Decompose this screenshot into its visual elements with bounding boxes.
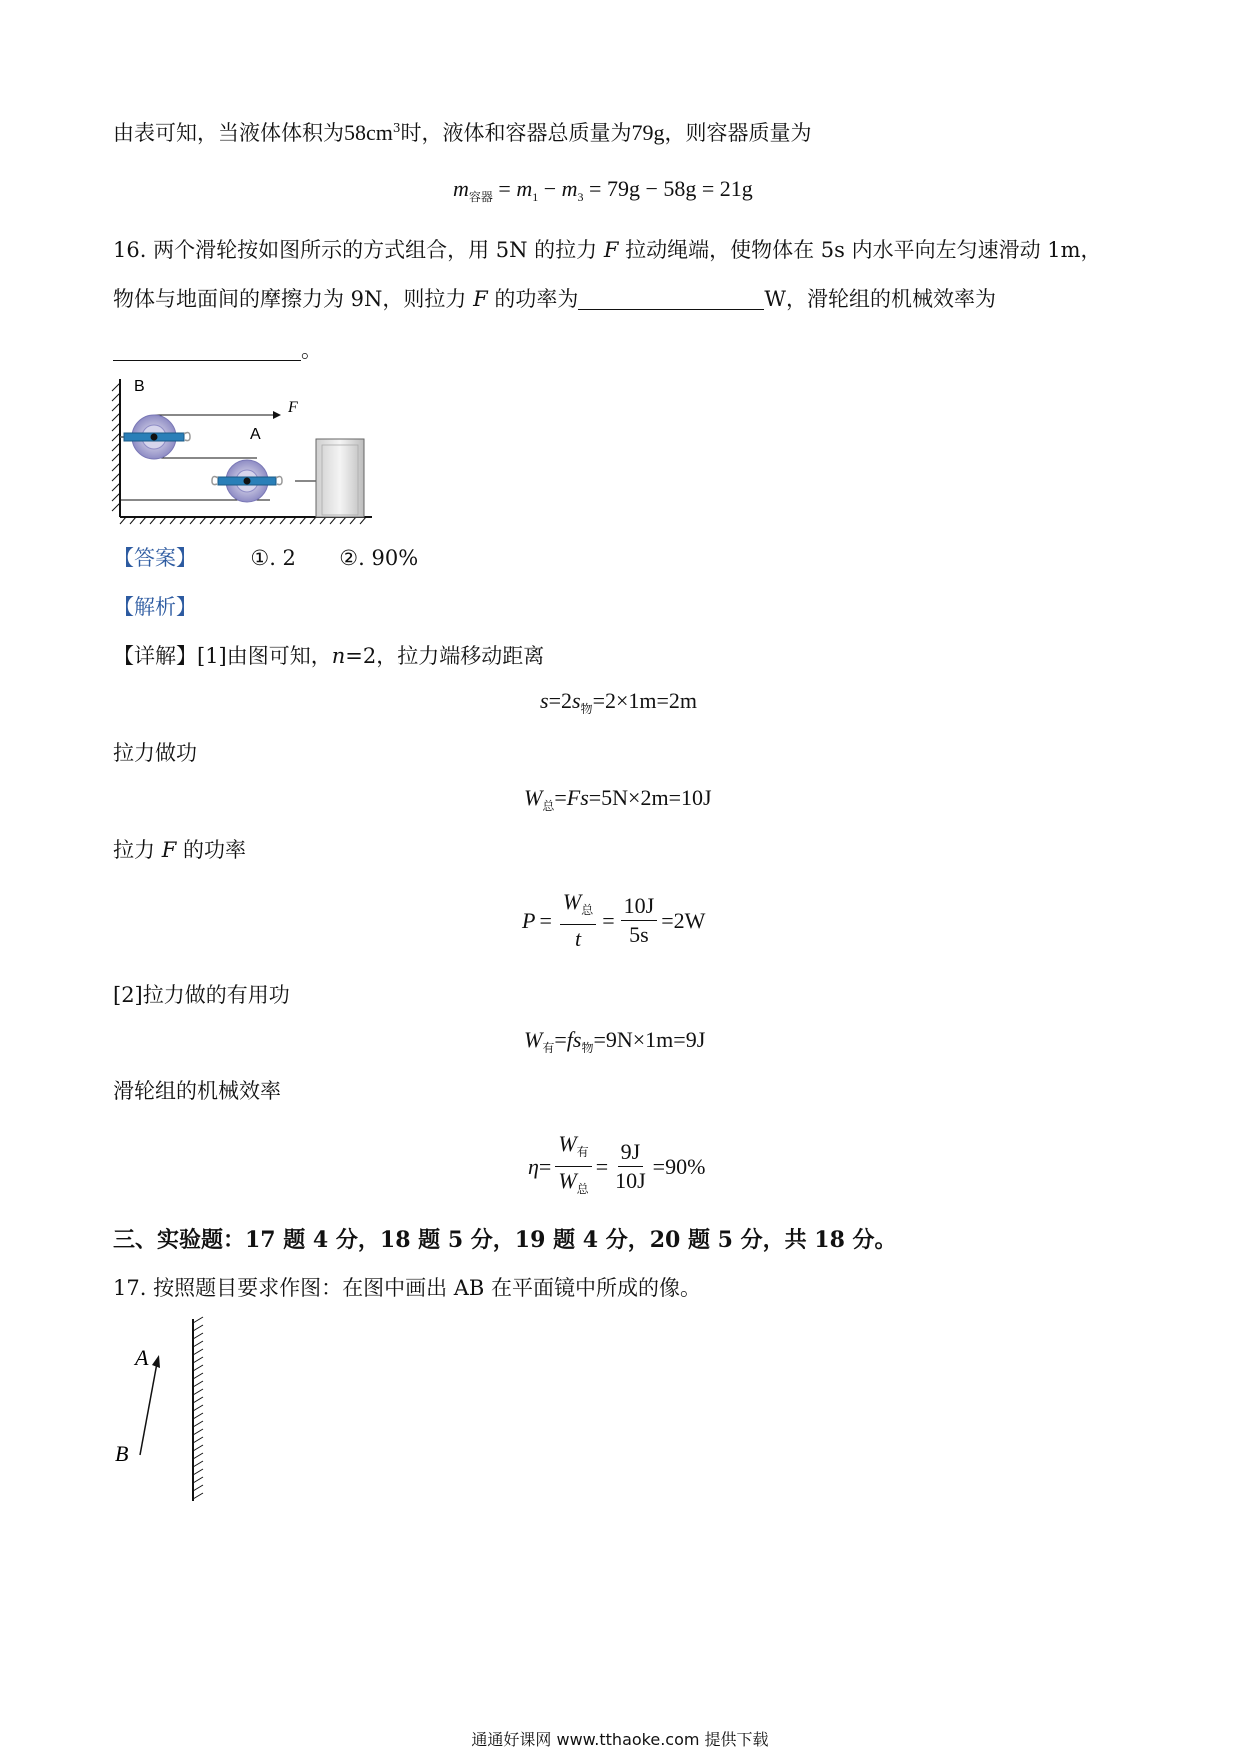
q16-line3: 。 (113, 335, 322, 365)
useful-work-equation: $W_有=fs_物=9N\times 1m=9J$ (524, 1027, 706, 1055)
answer-line (113, 543, 418, 573)
page-footer: 通通好课网 www.tthaoke.com 提供下载 (471, 1730, 769, 1749)
label-b: B (115, 1441, 129, 1466)
power-label: 拉力 F 的功率 (113, 838, 246, 862)
answer-1: ①. 2 (250, 546, 296, 570)
object-ab (140, 1363, 157, 1455)
sliding-block (316, 439, 364, 517)
answer-2: ②. 90% (339, 546, 419, 570)
intro-line: 由表可知，当液体体积为$58cm^3$时，液体和容器总质量为79g，则容器质量为 (113, 120, 812, 145)
pulley-b (120, 415, 190, 459)
power-equation: P = $\frac{W_总}{t}$ = $\frac{10J}{5s}$ =2W (522, 889, 706, 951)
q16-line1: 16. 两个滑轮按如图所示的方式组合，用 5N 的拉力 F 拉动绳端，使物体在 5s 内水平向左匀速滑动 1m， (113, 238, 1102, 262)
efficiency-equation: η = $\frac{W_有}{W_总}$ = $\frac{9J}{10J}$ =90% (528, 1131, 706, 1196)
q17-text: 17. 按照题目要求作图：在图中画出 AB 在平面镜中所成的像。 (113, 1276, 702, 1300)
label-b: B (134, 378, 145, 395)
label-f: F (288, 399, 298, 416)
container-mass-equation: $m_{容器} = m_1 - m_3 = 79g - 58g = 21g$ (453, 176, 753, 204)
answer-blank-1[interactable] (578, 287, 764, 310)
q16-line2: 物体与地面间的摩擦力为 9N，则拉力 F 的功率为 W，滑轮组的机械效率为 (113, 287, 996, 311)
answer-tag: 【答案】 (113, 546, 197, 570)
label-a: A (250, 426, 261, 443)
detail-line: 【详解】[1]由图可知，n=2，拉力端移动距离 (113, 644, 545, 668)
mirror-figure (105, 1315, 215, 1505)
pulley-a (212, 460, 282, 502)
analysis-tag: 【解析】 (113, 595, 197, 619)
object-arrowhead (152, 1355, 160, 1368)
label-a: A (135, 1345, 149, 1370)
pulley-figure (110, 375, 380, 525)
wall-hatching (112, 383, 120, 511)
ground-hatching (120, 517, 366, 524)
useful-work-label: [2]拉力做的有用功 (113, 983, 290, 1007)
section-heading: 三、实验题：17 题 4 分，18 题 5 分，19 题 4 分，20 题 5 分，共 18 分。 (113, 1227, 897, 1253)
answer-blank-2[interactable] (113, 338, 301, 361)
mirror-hatching (193, 1317, 203, 1499)
force-arrowhead (273, 411, 281, 419)
work-label: 拉力做功 (113, 741, 197, 765)
distance-equation: $s=2s_物=2\times 1m=2m$ (540, 688, 698, 716)
efficiency-label: 滑轮组的机械效率 (113, 1079, 281, 1103)
total-work-equation: $W_总=Fs=5N\times 2m=10J$ (524, 785, 712, 813)
